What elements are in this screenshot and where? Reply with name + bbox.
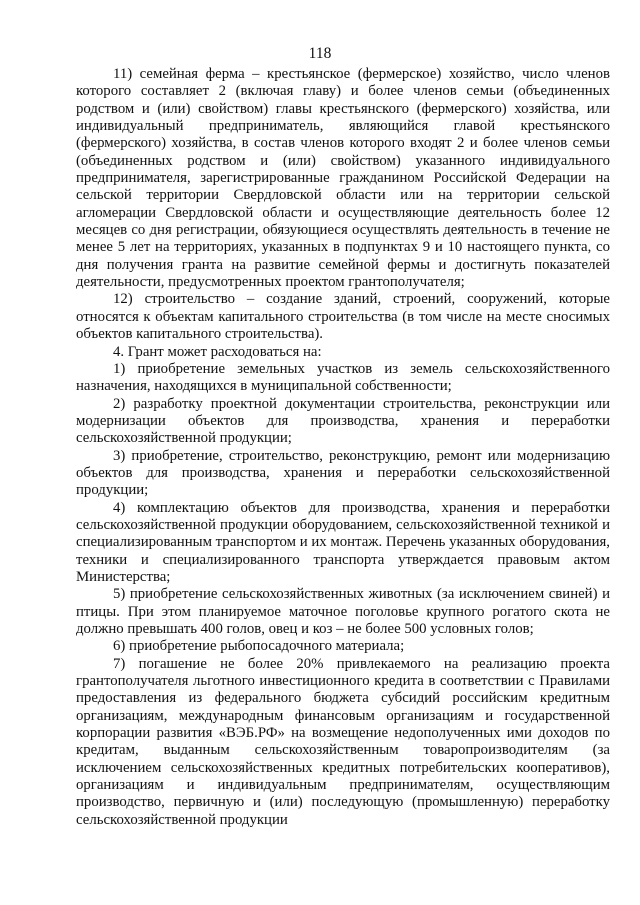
paragraph-loan-repayment: 7) погашение не более 20% привлекаемого на реализацию проекта грантополучателя льготного инвестиционного кредита в соответствии с Правилами предоставления из федерального бюджета субсидий российским кредитным организациям, международным финансовым организациям и государственной корпорации развития «ВЭБ.РФ» на возмещение недополученных ими доходов по кредитам, выданным сельскохозяйственным товаропроизводителям (за исключением сельскохозяйственных кредитных потребительских кооперативов), организациям и индивидуальным предпринимателям, осуществляющим производство, первичную и (или) последующую (промышленную) переработку сельскохозяйственной продукции xyxy=(76,655,610,828)
paragraph-grant-spending-intro: 4. Грант может расходоваться на: xyxy=(113,343,322,360)
page-number: 118 xyxy=(308,45,332,62)
paragraph-land-purchase: 1) приобретение земельных участков из земель сельскохозяйственного назначения, находящихся в муниципальной собственности; xyxy=(76,360,610,395)
paragraph-construction-definition: 12) строительство – создание зданий, строений, сооружений, которые относятся к объектам капитального строительства (в том числе на месте сносимых объектов капитального строительства). xyxy=(76,291,610,343)
paragraph-equipment: 4) комплектацию объектов для производства, хранения и переработки сельскохозяйственной продукции оборудованием, сельскохозяйственной техникой и специализированным транспортом и их монтаж. Перечень указанных оборудования, техники и специализированного транспорта утверждается правовым актом Министерства; xyxy=(76,499,610,585)
paragraph-facility-construction: 3) приобретение, строительство, реконструкцию, ремонт или модернизацию объектов для производства, хранения и переработки сельскохозяйственной продукции; xyxy=(76,447,610,499)
document-body xyxy=(76,66,610,829)
paragraph-design-documentation: 2) разработку проектной документации строительства, реконструкции или модернизации объектов для производства, хранения и переработки сельскохозяйственной продукции; xyxy=(76,395,610,447)
paragraph-fish-stock: 6) приобретение рыбопосадочного материала; xyxy=(113,638,405,655)
paragraph-livestock: 5) приобретение сельскохозяйственных животных (за исключением свиней) и птицы. При этом планируемое маточное поголовье крупного рогатого скота не должно превышать 400 голов, овец и коз – не более 500 условных голов; xyxy=(76,586,610,637)
paragraph-family-farm-definition: 11) семейная ферма – крестьянское (фермерское) хозяйство, число членов которого составляет 2 (включая главу) и более членов семьи (объединенных родством и (или) свойством) главы крестьянского (фермерского) хозяйства, или индивидуальный предприниматель, являющийся главой крестьянского (фермерского) хозяйства, в состав членов которого входят 2 и более членов семьи (объединенных родством и (или) свойством) указанного индивидуального предпринимателя, зарегистрированные гражданином Российской Федерации на сельской территории Свердловской области или на территории сельской агломерации Свердловской области и осуществляющие деятельность более 12 месяцев со дня регистрации, обязующиеся осуществлять деятельность в течение не менее 5 лет на территориях, указанных в подпунктах 9 и 10 настоящего пункта, со дня получения гранта на развитие семейной фермы и достигнуть показателей деятельности, предусмотренных проектом грантополучателя; xyxy=(76,66,610,291)
